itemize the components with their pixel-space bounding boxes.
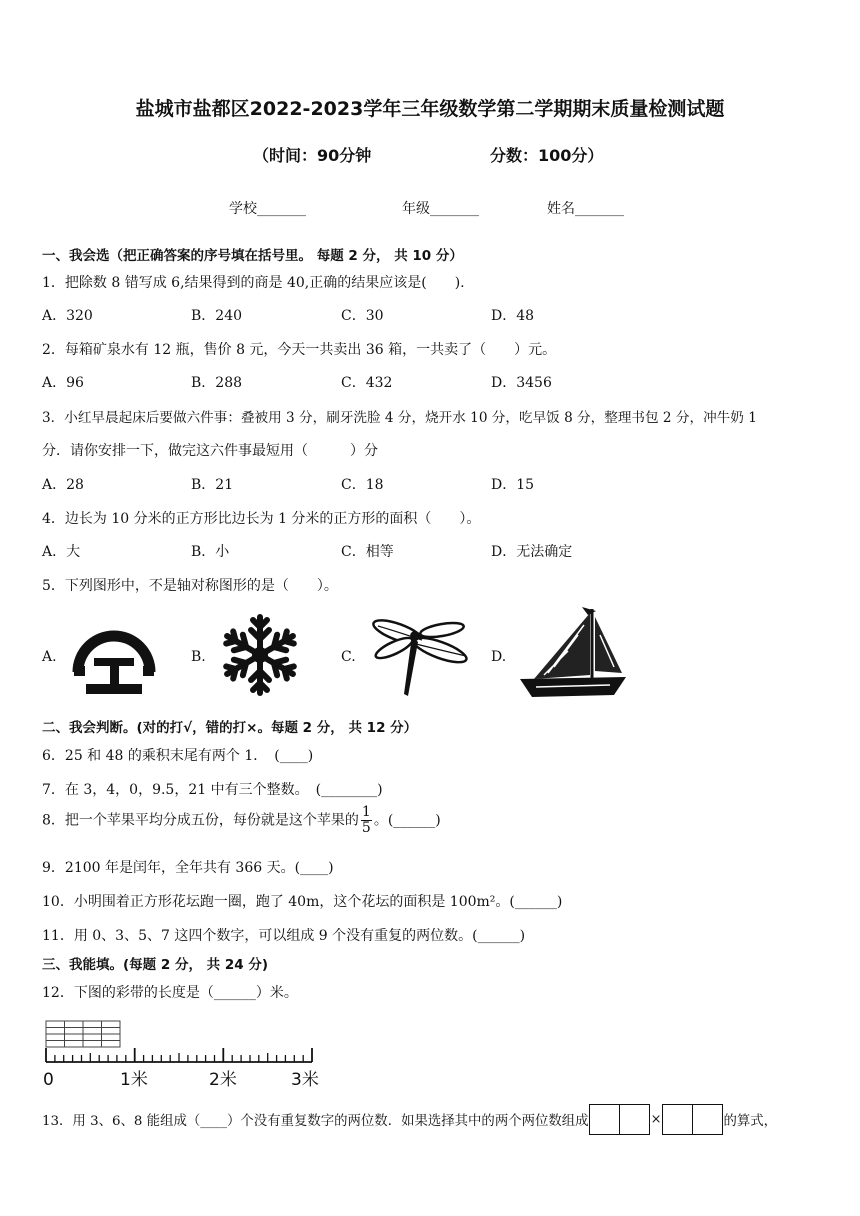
q2-option-a[interactable]: A．96 — [42, 375, 84, 391]
q5-option-a[interactable]: A. — [42, 649, 57, 665]
section2-heading: 二、我会判断。(对的打√，错的打×。每题 2 分， 共 12 分） — [42, 720, 418, 736]
time-label: （时间：90分钟 — [253, 146, 372, 165]
section3-heading: 三、我能填。(每题 2 分， 共 24 分) — [42, 957, 269, 973]
question-13 — [42, 1104, 777, 1135]
ruler-label-0: 0 — [43, 1070, 54, 1090]
question-7: 7．在 3，4，0，9.5，21 中有三个整数。 (________) — [42, 782, 383, 798]
q5-option-d[interactable]: D. — [491, 649, 507, 665]
q13-text: 13．用 3、6、8 能组成（____）个没有重复数字的两位数．如果选择其中的两个两位数组成 — [42, 1114, 589, 1129]
figure-d-sailboat-icon — [518, 605, 630, 703]
fraction-denominator: 5 — [361, 820, 371, 836]
question-12: 12．下图的彩带的长度是（______）米。 — [42, 985, 298, 1001]
ruler-label-2m: 2米 — [209, 1070, 237, 1090]
q2-option-c[interactable]: C．432 — [341, 375, 393, 391]
answer-box[interactable] — [589, 1104, 620, 1135]
question-5: 5．下列图形中，不是轴对称图形的是（ ）。 — [42, 578, 338, 594]
ruler-label-3m: 3米 — [291, 1070, 319, 1090]
q13-text-end: 的算式， — [723, 1114, 778, 1129]
figure-c-dragonfly-icon — [368, 612, 470, 698]
name-field[interactable]: 姓名_______ — [547, 201, 624, 217]
q5-option-b[interactable]: B. — [191, 649, 206, 665]
times-sign: × — [650, 1112, 662, 1127]
q4-option-d[interactable]: D．无法确定 — [491, 544, 573, 560]
q8-answer-blank[interactable]: 。(______) — [373, 812, 441, 829]
q4-option-c[interactable]: C．相等 — [341, 544, 394, 560]
q1-option-d[interactable]: D．48 — [491, 308, 535, 324]
score-label: 分数：100分） — [490, 146, 604, 165]
q2-option-d[interactable]: D．3456 — [491, 375, 552, 391]
q5-option-c[interactable]: C. — [341, 649, 356, 665]
answer-box[interactable] — [620, 1104, 650, 1135]
question-11: 11．用 0、3、5、7 这四个数字，可以组成 9 个没有重复的两位数。(______) — [42, 928, 526, 944]
answer-box[interactable] — [662, 1104, 693, 1135]
question-3-line1: 3．小红早晨起床后要做六件事：叠被用 3 分，刷牙洗脸 4 分，烧开水 10 分，吃早饭 8 分，整理书包 2 分，冲牛奶 1 — [42, 410, 757, 426]
section1-heading: 一、我会选（把正确答案的序号填在括号里。 每题 2 分， 共 10 分） — [42, 248, 463, 264]
ribbon — [46, 1021, 120, 1047]
q4-option-a[interactable]: A．大 — [42, 544, 81, 560]
q2-option-b[interactable]: B．288 — [191, 375, 243, 391]
figure-b-snowflake-icon — [218, 612, 302, 698]
q13-first-number-boxes[interactable] — [589, 1104, 650, 1135]
question-8 — [42, 805, 441, 836]
page-title: 盐城市盐都区2022-2023学年三年级数学第二学期期末质量检测试题 — [135, 98, 725, 120]
q3-option-b[interactable]: B．21 — [191, 477, 234, 493]
grade-field[interactable]: 年级_______ — [402, 201, 479, 217]
question-1: 1．把除数 8 错写成 6,结果得到的商是 40,正确的结果应该是( ). — [42, 275, 465, 291]
q4-option-b[interactable]: B．小 — [191, 544, 230, 560]
q13-second-number-boxes[interactable] — [662, 1104, 723, 1135]
fraction-numerator: 1 — [361, 804, 371, 820]
q3-option-c[interactable]: C．18 — [341, 477, 384, 493]
fraction-one-fifth — [361, 805, 372, 836]
question-3-line2: 分．请你安排一下，做完这六件事最短用（ ）分 — [42, 443, 378, 459]
ribbon-ruler-figure — [40, 1018, 340, 1092]
q8-text: 8．把一个苹果平均分成五份，每份就是这个苹果的 — [42, 812, 359, 829]
ruler-label-1m: 1米 — [120, 1070, 148, 1090]
question-4: 4．边长为 10 分米的正方形比边长为 1 分米的正方形的面积（ ）。 — [42, 511, 481, 527]
q1-option-c[interactable]: C．30 — [341, 308, 384, 324]
q1-option-b[interactable]: B．240 — [191, 308, 243, 324]
q3-option-a[interactable]: A．28 — [42, 477, 84, 493]
question-2: 2．每箱矿泉水有 12 瓶，售价 8 元，今天一共卖出 36 箱，一共卖了（ ）元。 — [42, 342, 557, 358]
school-field[interactable]: 学校_______ — [229, 201, 306, 217]
q1-option-a[interactable]: A．320 — [42, 308, 93, 324]
question-9: 9．2100 年是闰年，全年共有 366 天。(____) — [42, 860, 334, 876]
question-10: 10．小明围着正方形花坛跑一圈，跑了 40m，这个花坛的面积是 100m²。(______) — [42, 894, 563, 910]
q3-option-d[interactable]: D．15 — [491, 477, 535, 493]
figure-a-arch-icon — [68, 612, 160, 700]
question-6: 6．25 和 48 的乘积末尾有两个 1． (____) — [42, 748, 314, 764]
answer-box[interactable] — [693, 1104, 723, 1135]
